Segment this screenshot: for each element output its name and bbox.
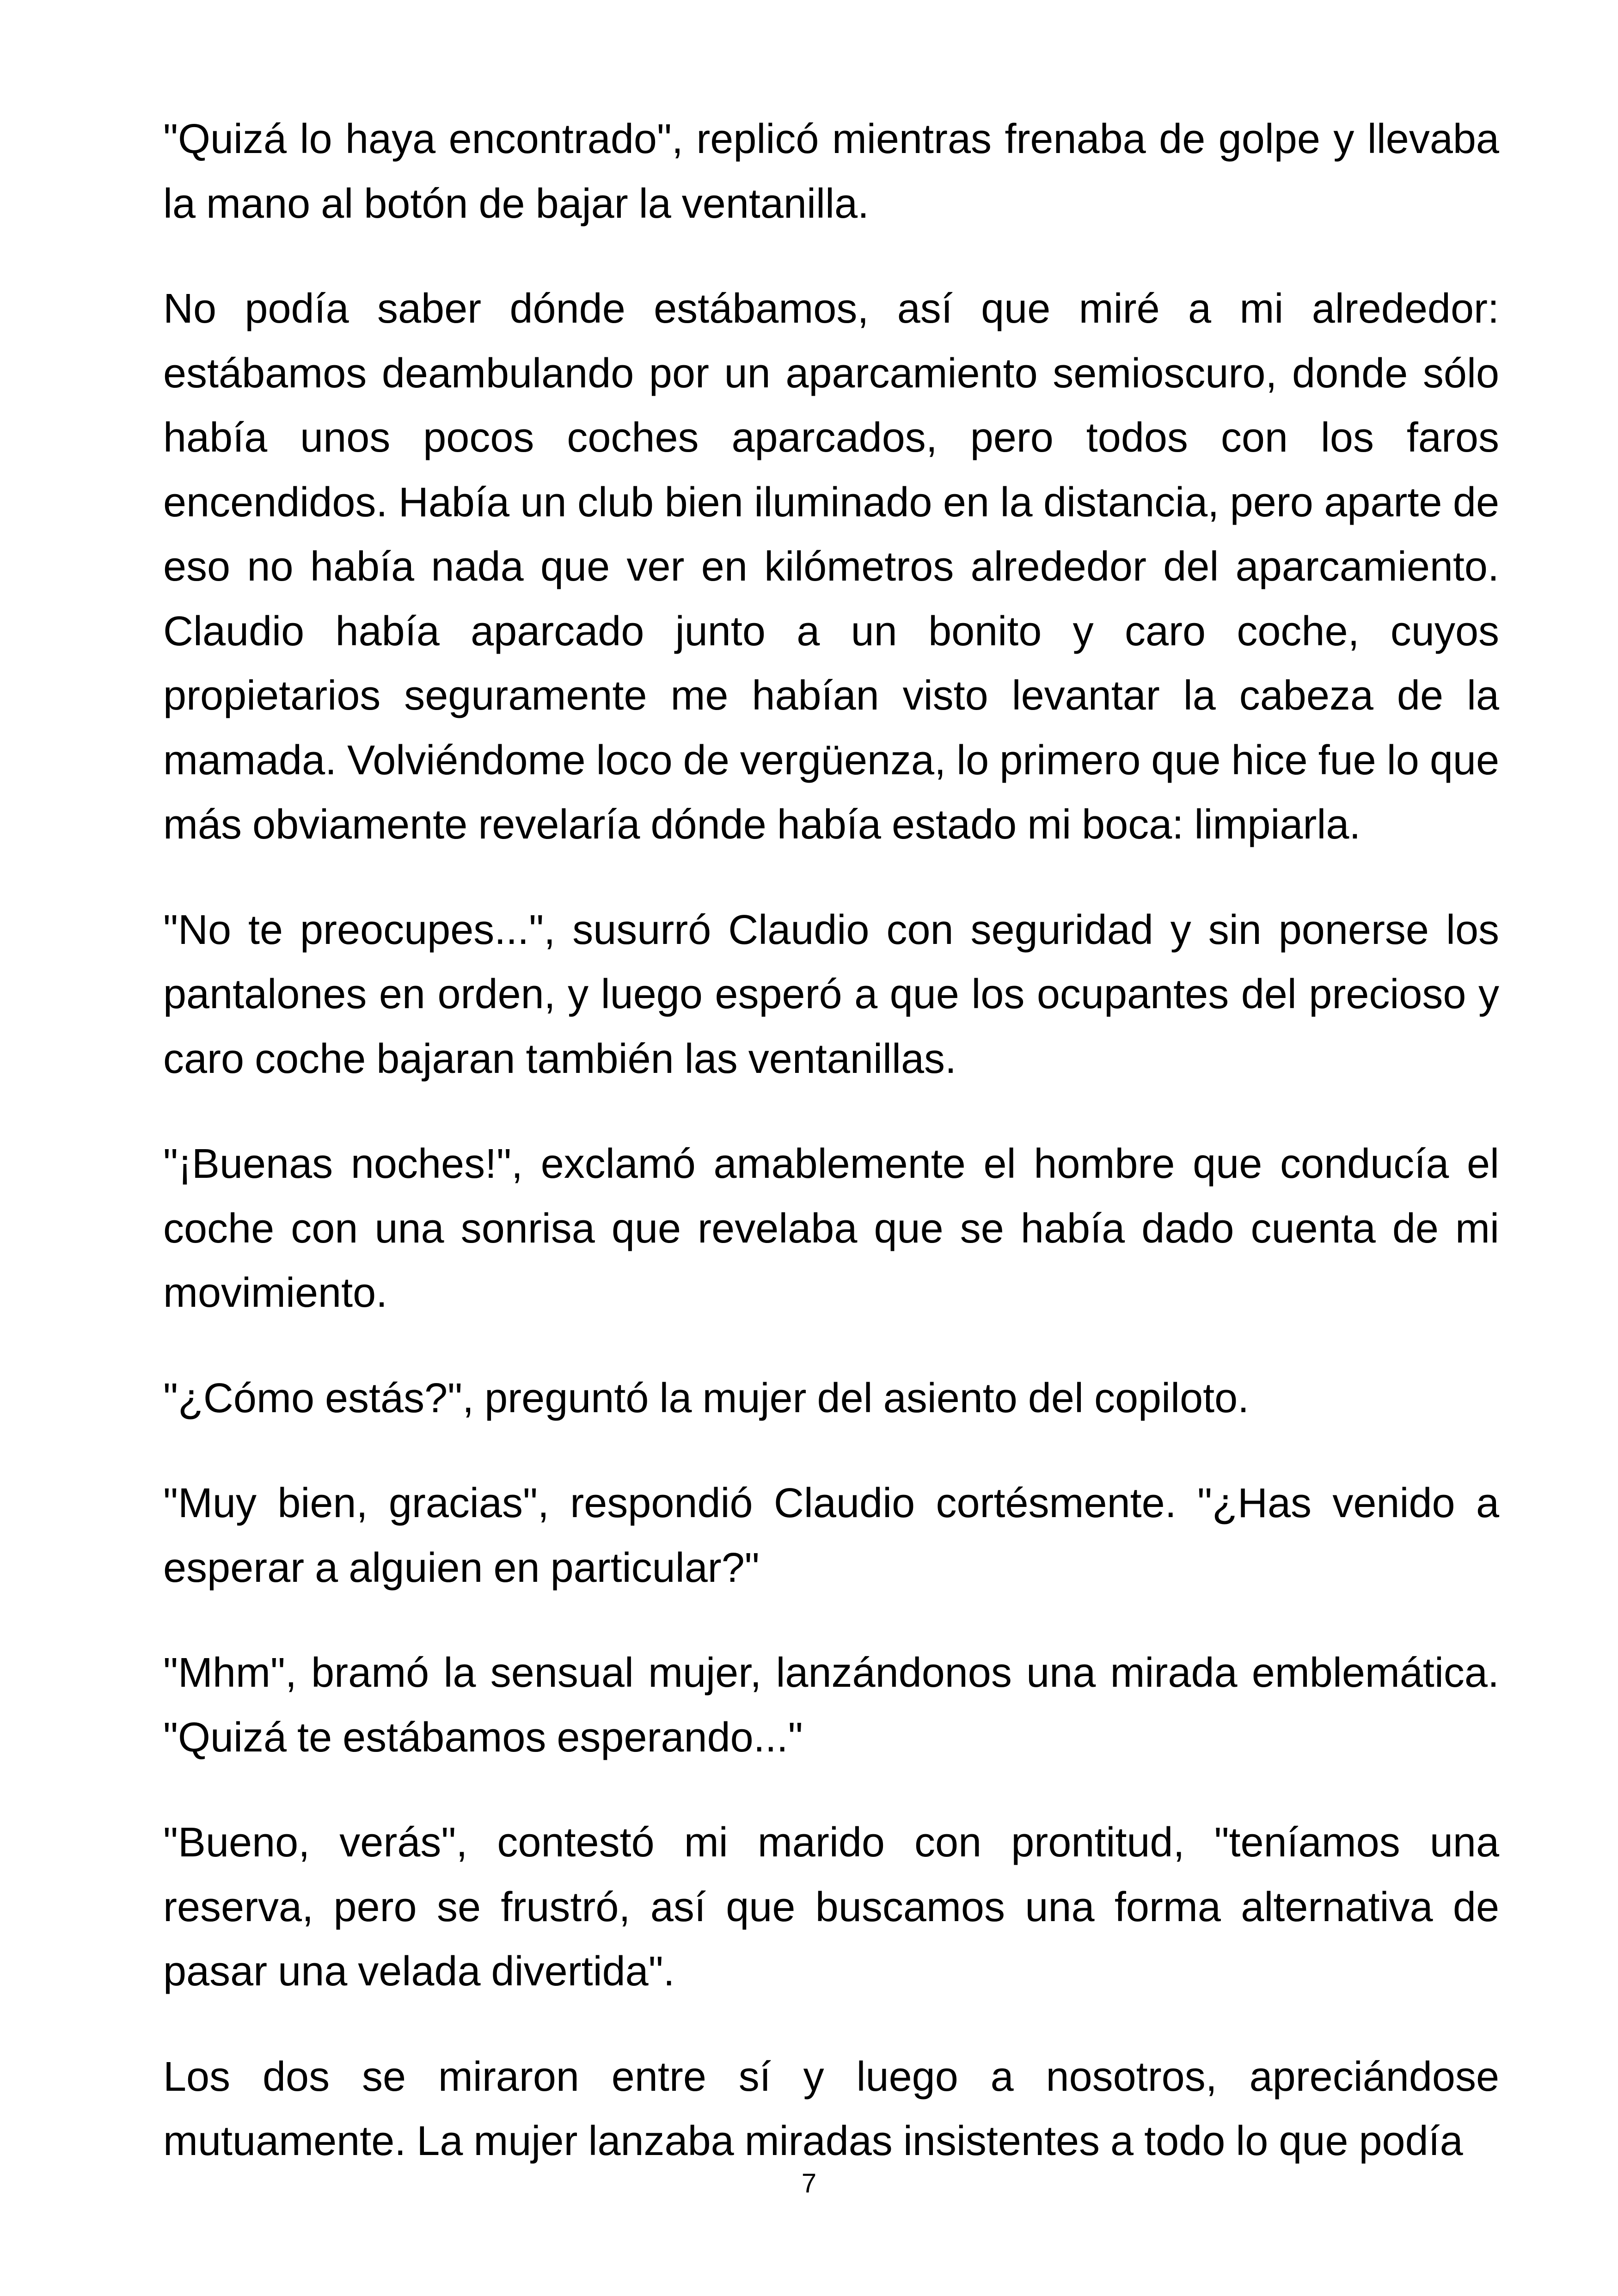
page-number: 7 xyxy=(801,2168,817,2198)
paragraph-4: "¡Buenas noches!", exclamó amablemente el hombre que conducía el coche con una sonrisa que revelaba que se había dado cuenta de mi movimiento. xyxy=(163,1141,1499,1316)
paragraph-2: No podía saber dónde estábamos, así que miré a mi alrededor: estábamos deambulando por un aparcamiento semioscuro, donde sólo había unos pocos coches aparcados, pero todos con los faros encendidos. Había un club bien iluminado en la distancia, pero aparte de eso no había nada que ver en kilómetros alrededor del aparcamiento. Claudio había aparcado junto a un bonito y caro coche, cuyos propietarios seguramente me habían visto levantar la cabeza de la mamada. Volviéndome loco de vergüenza, lo primero que hice fue lo que más obviamente revelaría dónde había estado mi boca: limpiarla. xyxy=(163,286,1499,848)
paragraph-8: "Bueno, verás", contestó mi marido con prontitud, "teníamos una reserva, pero se frustró, así que buscamos una forma alternativa de pasar una velada divertida". xyxy=(163,1819,1499,1995)
paragraph-3: "No te preocupes...", susurró Claudio con seguridad y sin ponerse los pantalones en orden, y luego esperó a que los ocupantes del precioso y caro coche bajaran también las ventanillas. xyxy=(163,906,1499,1082)
paragraph-6: "Muy bien, gracias", respondió Claudio cortésmente. "¿Has venido a esperar a alguien en particular?" xyxy=(163,1480,1499,1591)
paragraph-9: Los dos se miraron entre sí y luego a nosotros, apreciándose mutuamente. La mujer lanzaba miradas insistentes a todo lo que podía xyxy=(163,2053,1499,2164)
paragraph-5: "¿Cómo estás?", preguntó la mujer del asiento del copiloto. xyxy=(163,1375,1250,1421)
paragraph-1: "Quizá lo haya encontrado", replicó mientras frenaba de golpe y llevaba la mano al botón de bajar la ventanilla. xyxy=(163,116,1499,227)
paragraph-7: "Mhm", bramó la sensual mujer, lanzándonos una mirada emblemática. "Quizá te estábamos esperando..." xyxy=(163,1650,1499,1761)
page-body xyxy=(163,107,1499,2215)
